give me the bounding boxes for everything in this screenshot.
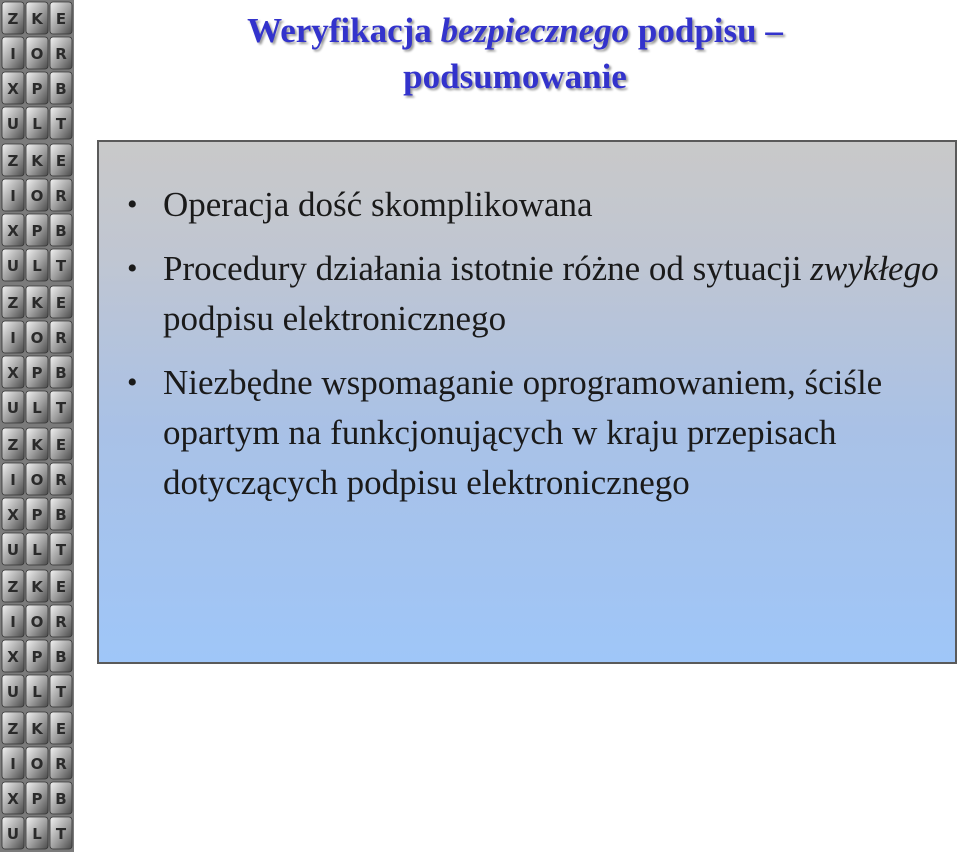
svg-text:I: I — [10, 755, 16, 773]
svg-text:K: K — [31, 720, 43, 738]
title-part2-italic: bezpiecznego — [440, 11, 630, 50]
svg-text:X: X — [7, 364, 19, 382]
svg-text:Z: Z — [7, 10, 19, 28]
svg-text:T: T — [55, 541, 67, 559]
svg-text:U: U — [6, 115, 20, 133]
bullet-dot-icon: • — [127, 366, 138, 399]
svg-text:T: T — [55, 257, 67, 275]
svg-text:R: R — [55, 755, 67, 773]
svg-text:P: P — [31, 364, 43, 382]
svg-text:L: L — [32, 257, 42, 275]
svg-text:E: E — [55, 436, 67, 454]
key-tile-image — [0, 426, 74, 568]
svg-text:U: U — [6, 825, 20, 843]
svg-text:O: O — [30, 471, 44, 489]
bullet-item-3 — [127, 358, 947, 508]
svg-text:Z: Z — [7, 152, 19, 170]
svg-text:R: R — [55, 329, 67, 347]
content-box — [97, 140, 957, 664]
decorative-key-strip — [0, 0, 74, 843]
svg-text:U: U — [6, 257, 20, 275]
svg-text:I: I — [10, 613, 16, 631]
svg-text:X: X — [7, 506, 19, 524]
svg-text:Z: Z — [7, 294, 19, 312]
svg-text:K: K — [31, 10, 43, 28]
svg-text:I: I — [10, 187, 16, 205]
svg-text:R: R — [55, 471, 67, 489]
svg-text:U: U — [6, 541, 20, 559]
svg-text:B: B — [55, 648, 67, 666]
svg-text:P: P — [31, 80, 43, 98]
svg-text:T: T — [55, 399, 67, 417]
svg-text:I: I — [10, 329, 16, 347]
svg-text:B: B — [55, 790, 67, 808]
svg-text:L: L — [32, 683, 42, 701]
svg-text:O: O — [30, 613, 44, 631]
svg-text:T: T — [55, 683, 67, 701]
svg-text:I: I — [10, 45, 16, 63]
svg-text:O: O — [30, 329, 44, 347]
key-tile-image — [0, 142, 74, 284]
svg-text:P: P — [31, 648, 43, 666]
svg-text:U: U — [6, 399, 20, 417]
bullet-dot-icon: • — [127, 188, 138, 221]
svg-text:X: X — [7, 790, 19, 808]
bullet-text-3: Niezbędne wspomaganie oprogramowaniem, ściśle opartym na funkcjonujących w kraju przepisach dotyczących podpisu elektronicznego — [163, 363, 883, 502]
svg-text:L: L — [32, 825, 42, 843]
svg-text:B: B — [55, 80, 67, 98]
svg-text:T: T — [55, 825, 67, 843]
svg-text:O: O — [30, 45, 44, 63]
bullet-text-2-after: podpisu elektronicznego — [163, 299, 507, 338]
bullet-text-2-before: Procedury działania istotnie różne od sytuacji — [163, 249, 811, 288]
title-part3: podpisu – — [629, 11, 783, 50]
svg-text:P: P — [31, 222, 43, 240]
bullet-item-1 — [127, 180, 947, 230]
bullet-dot-icon: • — [127, 252, 138, 285]
svg-text:L: L — [32, 115, 42, 133]
key-tile-image — [0, 0, 74, 142]
key-tile-image — [0, 568, 74, 710]
svg-text:K: K — [31, 578, 43, 596]
svg-text:K: K — [31, 436, 43, 454]
svg-text:Z: Z — [7, 436, 19, 454]
svg-text:T: T — [55, 115, 67, 133]
key-tile-image — [0, 284, 74, 426]
svg-text:E: E — [55, 578, 67, 596]
svg-text:L: L — [32, 399, 42, 417]
svg-text:B: B — [55, 222, 67, 240]
svg-text:K: K — [31, 294, 43, 312]
slide-title — [120, 8, 910, 100]
bullet-text-1: Operacja dość skomplikowana — [163, 185, 593, 224]
svg-text:B: B — [55, 364, 67, 382]
bullet-text-2-italic: zwykłego — [810, 249, 939, 288]
svg-text:X: X — [7, 222, 19, 240]
svg-text:L: L — [32, 541, 42, 559]
svg-text:Z: Z — [7, 720, 19, 738]
svg-text:O: O — [30, 187, 44, 205]
svg-text:P: P — [31, 506, 43, 524]
svg-text:K: K — [31, 152, 43, 170]
svg-text:E: E — [55, 720, 67, 738]
svg-text:R: R — [55, 45, 67, 63]
svg-text:P: P — [31, 790, 43, 808]
svg-text:I: I — [10, 471, 16, 489]
svg-text:E: E — [55, 10, 67, 28]
svg-text:O: O — [30, 755, 44, 773]
bullet-item-2 — [127, 244, 947, 344]
svg-text:E: E — [55, 152, 67, 170]
svg-text:E: E — [55, 294, 67, 312]
title-line2: podsumowanie — [403, 57, 627, 96]
bullet-list — [127, 180, 947, 522]
svg-text:U: U — [6, 683, 20, 701]
svg-text:X: X — [7, 648, 19, 666]
key-tile-image — [0, 710, 74, 852]
svg-text:B: B — [55, 506, 67, 524]
svg-text:X: X — [7, 80, 19, 98]
svg-text:R: R — [55, 187, 67, 205]
svg-text:Z: Z — [7, 578, 19, 596]
svg-text:R: R — [55, 613, 67, 631]
title-part1: Weryfikacja — [247, 11, 441, 50]
